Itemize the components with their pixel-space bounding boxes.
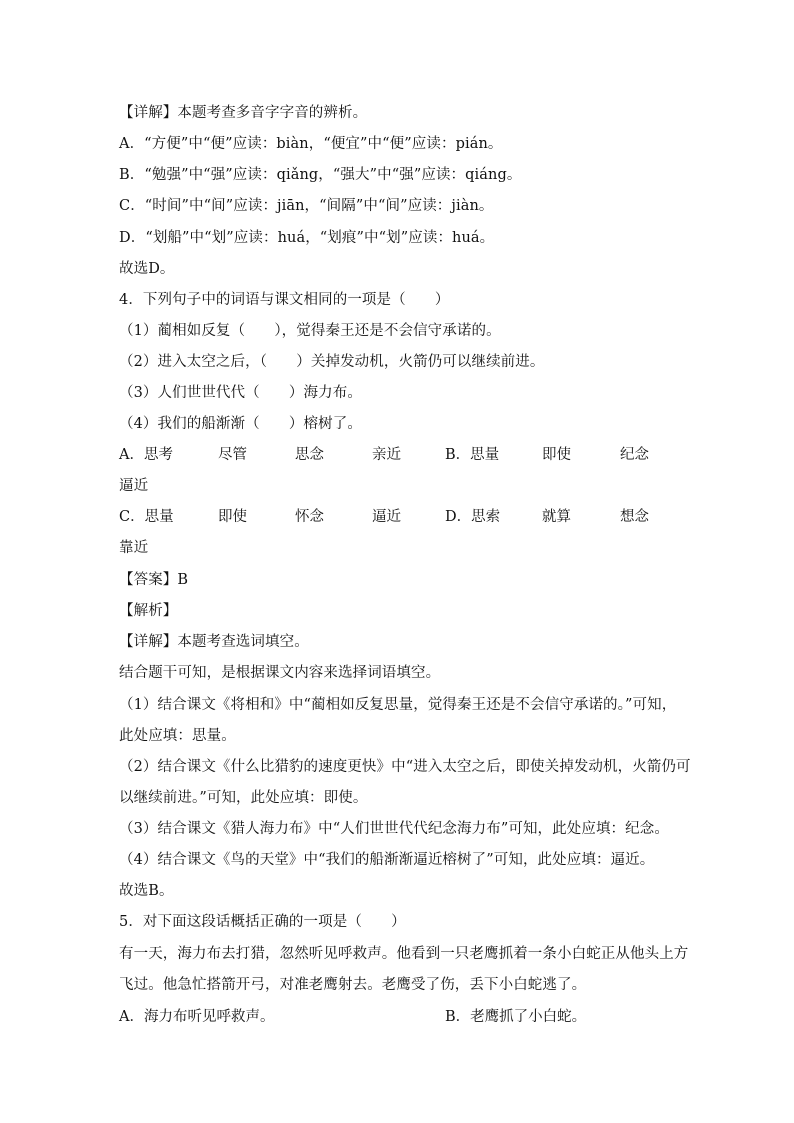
q4-option-d-word1: D．思索 [445,509,501,525]
q5-option-b: B．老鹰抓了小白蛇。 [445,1009,587,1025]
q4-sentence-2: （2）进入太空之后，（ ）关掉发动机，火箭仍可以继续前进。 [119,354,545,370]
q5-passage-line2: 飞过。他急忙搭箭开弓，对准老鹰射去。老鹰受了伤，丢下小白蛇逃了。 [119,977,587,993]
q4-option-c-word4: 逼近 [372,509,401,525]
q4-analysis-label: 【解析】 [119,603,178,619]
q4-option-b-word3: 纪念 [620,447,649,463]
q4-explain-3: （3）结合课文《猎人海力布》中“人们世世代代纪念海力布”可知，此处应填：纪念。 [119,821,669,837]
q5-passage-line1: 有一天，海力布去打猎，忽然听见呼救声。他看到一只老鹰抓着一条小白蛇正从他头上方 [119,946,689,962]
q4-explain-2-line2: 以继续前进。”可知，此处应填：即使。 [119,790,368,806]
q4-sentence-4: （4）我们的船渐渐（ ）榕树了。 [119,416,362,432]
q4-explain-1-line1: （1）结合课文《将相和》中“蔺相如反复思量，觉得秦王还是不会信守承诺的。”可知， [119,697,677,713]
q3-option-d: D．“划船”中“划”应读：huá，“划痕”中“划”应读：huá。 [119,230,495,246]
q4-option-a-word2: 尽管 [218,447,247,463]
q4-option-d-word3: 想念 [620,509,649,525]
q4-option-a-word3: 思念 [295,447,324,463]
q4-sentence-3: （3）人们世世代代（ ）海力布。 [119,385,362,401]
q4-option-b-word2: 即使 [542,447,571,463]
q4-conclusion: 故选B。 [119,883,174,899]
q4-detail: 【详解】本题考查选词填空。 [119,634,309,650]
q3-option-a: A．“方便”中“便”应读：biàn，“便宜”中“便”应读：pián。 [119,136,503,152]
q4-option-c-word2: 即使 [218,509,247,525]
q5-stem: 5．对下面这段话概括正确的一项是（ ） [119,914,406,930]
q4-sentence-1: （1）蔺相如反复（ ），觉得秦王还是不会信守承诺的。 [119,323,501,339]
q4-option-b-word4: 逼近 [119,478,149,494]
q4-option-d-word2: 就算 [542,509,571,525]
q4-option-a-word4: 亲近 [372,447,401,463]
q3-detail-title: 【详解】本题考查多音字字音的辨析。 [119,105,368,121]
q4-explain-4: （4）结合课文《鸟的天堂》中“我们的船渐渐逼近榕树了”可知，此处应填：逼近。 [119,852,655,868]
q4-stem: 4．下列句子中的词语与课文相同的一项是（ ） [119,292,450,308]
q4-option-a-word1: A．思考 [119,447,173,463]
q3-option-c: C．“时间”中“间”应读：jiān，“间隔”中“间”应读：jiàn。 [119,198,494,214]
q4-option-c-word1: C．思量 [119,509,174,525]
q4-option-d-word4: 靠近 [119,540,149,556]
q4-explain-2-line1: （2）结合课文《什么比猎豹的速度更快》中“进入太空之后，即使关掉发动机，火箭仍可 [119,759,691,775]
q3-conclusion: 故选D。 [119,261,175,277]
q4-intro: 结合题干可知，是根据课文内容来选择词语填空。 [119,665,441,681]
q4-answer: 【答案】B [119,572,189,588]
q4-option-b-word1: B．思量 [445,447,500,463]
q4-explain-1-line2: 此处应填：思量。 [119,728,236,744]
q3-option-b: B．“勉强”中“强”应读：qiǎng，“强大”中“强”应读：qiáng。 [119,167,522,183]
q5-option-a: A．海力布听见呼救声。 [119,1009,275,1025]
q4-option-c-word3: 怀念 [295,509,324,525]
